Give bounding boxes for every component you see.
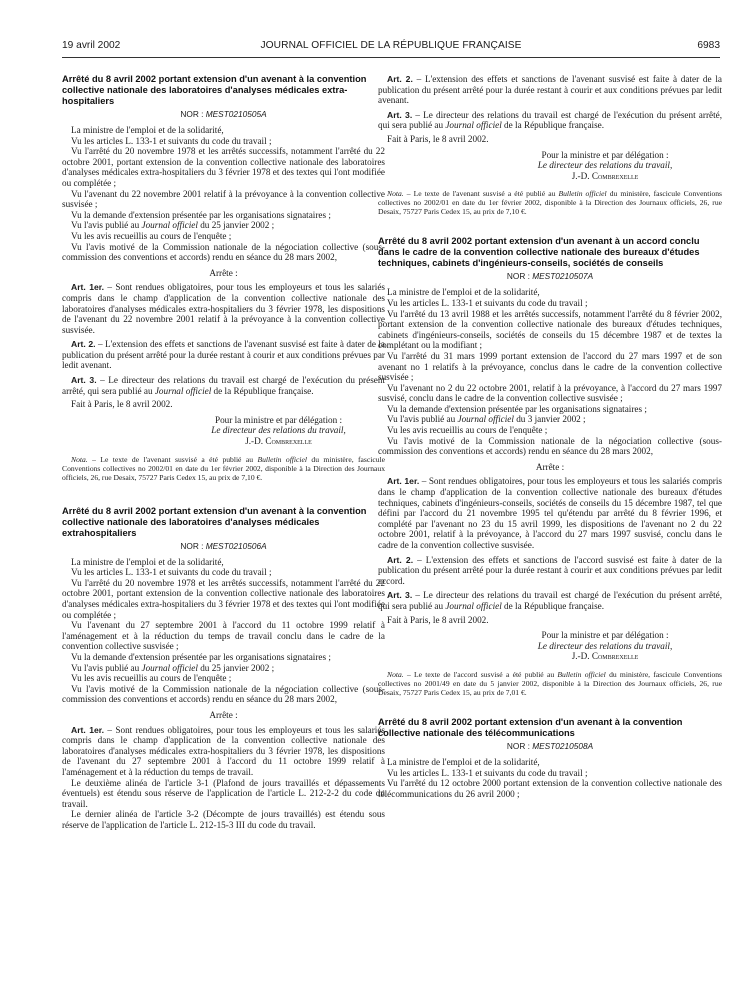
visa: Vu les articles L. 133-1 et suivants du code du travail ; <box>387 767 588 778</box>
minister-line: La ministre de l'emploi et de la solidarité, <box>387 287 540 298</box>
visa: Vu l'avis publié au Journal officiel du 25 janvier 2002 ; <box>71 662 275 673</box>
article-1-paragraph: Le dernier alinéa de l'article 3-2 (Décompte de jours travaillés) est étendu sous réserve de l'application de l'article L. 212-15-3 III du code du travail. <box>62 809 385 830</box>
visa: Vu l'arrêté du 31 mars 1999 portant extension de l'accord du 27 mars 1997 et de son avenant no 1 relatifs à la prévoyance, conclus dans le cadre de la convention collective susvisée ; <box>378 350 722 383</box>
nota: Nota. – Le texte de l'avenant susvisé a été publié au Bulletin officiel du ministère, fascicule Conventions collectives no 2002/01 en date du 1er février 2002, disponible à la Direction des Journaux officiels, 26, rue Desaix, 75727 Paris Cedex 15, au prix de 7,10 €. <box>378 189 722 217</box>
decree-laboratoires-prevoyance-continued <box>378 74 722 216</box>
signatory-name: J.-D. Combrexelle <box>571 170 639 181</box>
signatory-role: Le directeur des relations du travail, <box>211 425 346 436</box>
arrete-heading: Arrête : <box>209 709 238 720</box>
decree-title: Arrêté du 8 avril 2002 portant extension d'un avenant à la convention collective nationale des laboratoires d'analyses médicales extrahospitaliers <box>62 505 367 538</box>
visa: Vu l'avis publié au Journal officiel du 25 janvier 2002 ; <box>71 220 275 231</box>
decree-telecommunications <box>378 717 722 799</box>
nota: Nota. – Le texte de l'avenant susvisé a été publié au Bulletin officiel du ministère, fascicule Conventions collectives no 2002/01 en date du 1er février 2002, disponible à la Direction des Journaux officiels, 26, rue Desaix, 75727 Paris Cedex 15, au prix de 7,10 €. <box>62 454 385 482</box>
visa: Vu les avis recueillis au cours de l'enquête ; <box>71 230 232 241</box>
visa: Vu l'arrêté du 20 novembre 1978 et les arrêtés successifs, notamment l'arrêté du 22 octobre 2001, portant extension de la convention collective nationale des laboratoires d'analyses médicales extra-hospitaliers du 3 février 1978 et des textes qui l'ont modifiée ou complétée ; <box>62 577 385 620</box>
article-2: Art. 2. – L'extension des effets et sanctions de l'accord susvisé est faite à dater de la publication du présent arrêté pour la durée restant à courir et aux conditions prévues par ledit accord. <box>378 554 722 586</box>
nor-code: MEST0210506A <box>205 540 267 551</box>
signature-delegation: Pour la ministre et par délégation : <box>214 414 343 425</box>
decree-title: Arrêté du 8 avril 2002 portant extension d'un avenant à la convention collective nationale des laboratoires d'analyses médicales extra-hospitaliers <box>62 74 367 106</box>
decree-bureaux-etudes <box>378 236 722 697</box>
visa: Vu l'avis motivé de la Commission nationale de la négociation collective (sous-commission des conventions et accords) rendu en séance du 28 mars 2002, <box>62 683 385 705</box>
nor-code: MEST0210505A <box>205 109 267 119</box>
nor-reference: NOR : MEST0210505A <box>180 109 267 119</box>
nota: Nota. – Le texte de l'accord susvisé a été publié au Bulletin officiel du ministère, fascicule Conventions collectives no 2001/49 en date du 5 janvier 2002, disponible à la Direction des Journaux officiels, 26, rue Desaix, 75727 Paris Cedex 15, au prix de 7,01 €. <box>378 669 722 697</box>
arrete-heading: Arrête : <box>209 267 238 278</box>
nor-reference: NOR : MEST0210508A <box>506 740 594 751</box>
decree-laboratoires-prevoyance <box>62 74 385 482</box>
issue-date: 19 avril 2002 <box>62 40 121 51</box>
signatory-name: J.-D. Combrexelle <box>245 436 312 447</box>
header-rule <box>62 57 720 58</box>
signatory-role: Le directeur des relations du travail, <box>537 640 673 651</box>
page-number: 6983 <box>697 40 720 51</box>
signature-delegation: Pour la ministre et par délégation : <box>541 630 669 641</box>
visa: Vu l'arrêté du 12 octobre 2000 portant extension de la convention collective nationale des télécommunications du 26 avril 2000 ; <box>378 778 722 799</box>
visa: Vu l'avis motivé de la Commission nationale de la négociation collective (sous-commission des conventions et accords) rendu en séance du 28 mars 2002, <box>62 241 385 263</box>
visa: Vu les articles L. 133-1 et suivants du code du travail ; <box>71 135 272 146</box>
visa: Vu l'avis publié au Journal officiel du 3 janvier 2002 ; <box>387 414 586 425</box>
signing-place-date: Fait à Paris, le 8 avril 2002. <box>387 614 489 625</box>
visa: Vu la demande d'extension présentée par les organisations signataires ; <box>71 651 331 662</box>
minister-line: La ministre de l'emploi et de la solidarité, <box>71 125 224 135</box>
visa: Vu les avis recueillis au cours de l'enquête ; <box>71 673 232 684</box>
visa: Vu les articles L. 133-1 et suivants du code du travail ; <box>387 297 588 308</box>
decree-title: Arrêté du 8 avril 2002 portant extension d'un avenant à un accord conclu dans le cadre de la convention collective nationale des bureaux d'études techniques, cabinets d'ingénieurs-conseils, sociétés de conseils <box>378 236 700 269</box>
nor-code: MEST0210507A <box>532 271 594 282</box>
article-2: Art. 2. – L'extension des effets et sanctions de l'avenant susvisé est faite à dater de la publication du présent arrêté pour la durée restant à courir et aux conditions prévues par ledit avenant. <box>62 339 385 371</box>
nor-reference: NOR : MEST0210506A <box>180 540 267 551</box>
visa: Vu l'avis motivé de la Commission nationale de la négociation collective (sous-commission des conventions et accords) rendu en séance du 28 mars 2002, <box>378 435 722 457</box>
article-1-paragraph: Le deuxième alinéa de l'article 3-1 (Plafond de jours travaillés et dépassements éventuels) est étendu sous réserve de l'application de l'article L. 212-2-2 du code du travail. <box>62 777 385 809</box>
visa: Vu l'avenant du 22 novembre 2001 relatif à la prévoyance à la convention collective susvisée ; <box>62 188 385 210</box>
signing-place-date: Fait à Paris, le 8 avril 2002. <box>387 133 489 144</box>
arrete-heading: Arrête : <box>535 461 565 472</box>
visa: Vu l'avenant du 27 septembre 2001 à l'accord du 11 octobre 1999 relatif à l'aménagement et à la réduction du temps de travail conclu dans le cadre de la convention collective susvisée ; <box>62 620 385 652</box>
decree-laboratoires-temps-travail <box>62 506 385 831</box>
visa: Vu l'arrêté du 13 avril 1988 et les arrêtés successifs, notamment l'arrêté du 8 février 2002, portant extension de la convention collective nationale des bureaux d'études techniques, cabinets d'ingénieurs-conseils, sociétés de conseils du 15 décembre 1987 et de textes la complétant ou la modifiant ; <box>378 308 722 351</box>
article-2: Art. 2. – L'extension des effets et sanctions de l'avenant susvisé est faite à dater de la publication du présent arrêté pour la durée restant à courir et aux conditions prévues par ledit avenant. <box>378 74 722 106</box>
article-1: Art. 1er. – Sont rendues obligatoires, pour tous les employeurs et tous les salariés compris dans le champ d'application de la convention collective nationale des bureaux d'études techniques, cabinets d'ingénieurs-conseils, sociétés de conseils du 15 décembre 1987, tel que défini par l'accord du 21 novembre 1995 tel qu'étendu par arrêté du 8 février 1996, et complété par l'avenant no 23 du 15 avril 1999, les dispositions de l'avenant no 2 du 22 octobre 2001, relatif à la prévoyance, à l'accord du 27 mars 1997 susvisé, conclu dans le cadre de la convention collective susvisée. <box>378 476 722 550</box>
article-3: Art. 3. – Le directeur des relations du travail est chargé de l'exécution du présent arrêté, qui sera publié au Journal officiel de la République française. <box>378 109 723 131</box>
article-3: Art. 3. – Le directeur des relations du travail est chargé de l'exécution du présent arrêté, qui sera publié au Journal officiel de la République française. <box>62 375 385 396</box>
running-head <box>62 40 720 54</box>
visa: Vu l'avenant no 2 du 22 octobre 2001, relatif à la prévoyance, à l'accord du 27 mars 1997 susvisé, conclu dans le cadre de la convention collective susvisée ; <box>378 382 722 404</box>
decree-title: Arrêté du 8 avril 2002 portant extension d'un avenant à la convention collective nationale des télécommunications <box>378 716 683 738</box>
visa: Vu la demande d'extension présentée par les organisations signataires ; <box>71 209 331 220</box>
minister-line: La ministre de l'emploi et de la solidarité, <box>387 756 540 767</box>
right-column <box>378 74 722 799</box>
nor-code: MEST0210508A <box>532 740 594 751</box>
minister-line: La ministre de l'emploi et de la solidarité, <box>71 556 224 567</box>
signatory-role: Le directeur des relations du travail, <box>537 160 673 171</box>
visa: Vu les avis recueillis au cours de l'enquête ; <box>387 425 548 436</box>
left-column <box>62 74 385 830</box>
journal-title: JOURNAL OFFICIEL DE LA RÉPUBLIQUE FRANÇAISE <box>260 40 522 51</box>
visa: Vu l'arrêté du 20 novembre 1978 et les arrêtés successifs, notamment l'arrêté du 22 octobre 2001, portant extension de la convention collective nationale des laboratoires d'analyses médicales extra-hospitaliers du 3 février 1978 et des textes qui l'ont modifiée ou complétée ; <box>62 146 385 188</box>
visa: Vu les articles L. 133-1 et suivants du code du travail ; <box>71 567 272 578</box>
article-3: Art. 3. – Le directeur des relations du travail est chargé de l'exécution du présent arrêté, qui sera publié au Journal officiel de la République française. <box>378 590 723 611</box>
signing-place-date: Fait à Paris, le 8 avril 2002. <box>71 399 173 410</box>
visa: Vu la demande d'extension présentée par les organisations signataires ; <box>387 403 647 414</box>
article-1: Art. 1er. – Sont rendues obligatoires, pour tous les employeurs et tous les salariés compris dans le champ d'application de la convention collective nationale des laboratoires d'analyses médicales extra-hospitaliers du 3 février 1978, les dispositions de l'avenant du 27 septembre 2001 à l'accord du 11 octobre 1999 relatif à l'aménagement et à la réduction du temps de travail. <box>62 724 385 777</box>
article-1: Art. 1er. – Sont rendues obligatoires, pour tous les employeurs et tous les salariés compris dans le champ d'application de la convention collective nationale des laboratoires d'analyses médicales extra-hospitaliers du 3 février 1978, les dispositions de l'avenant du 22 novembre 2001 relatif à la prévoyance à la convention collective susvisée. <box>62 282 385 335</box>
signatory-name: J.-D. Combrexelle <box>571 651 639 662</box>
nor-reference: NOR : MEST0210507A <box>506 271 594 282</box>
signature-delegation: Pour la ministre et par délégation : <box>541 149 669 160</box>
